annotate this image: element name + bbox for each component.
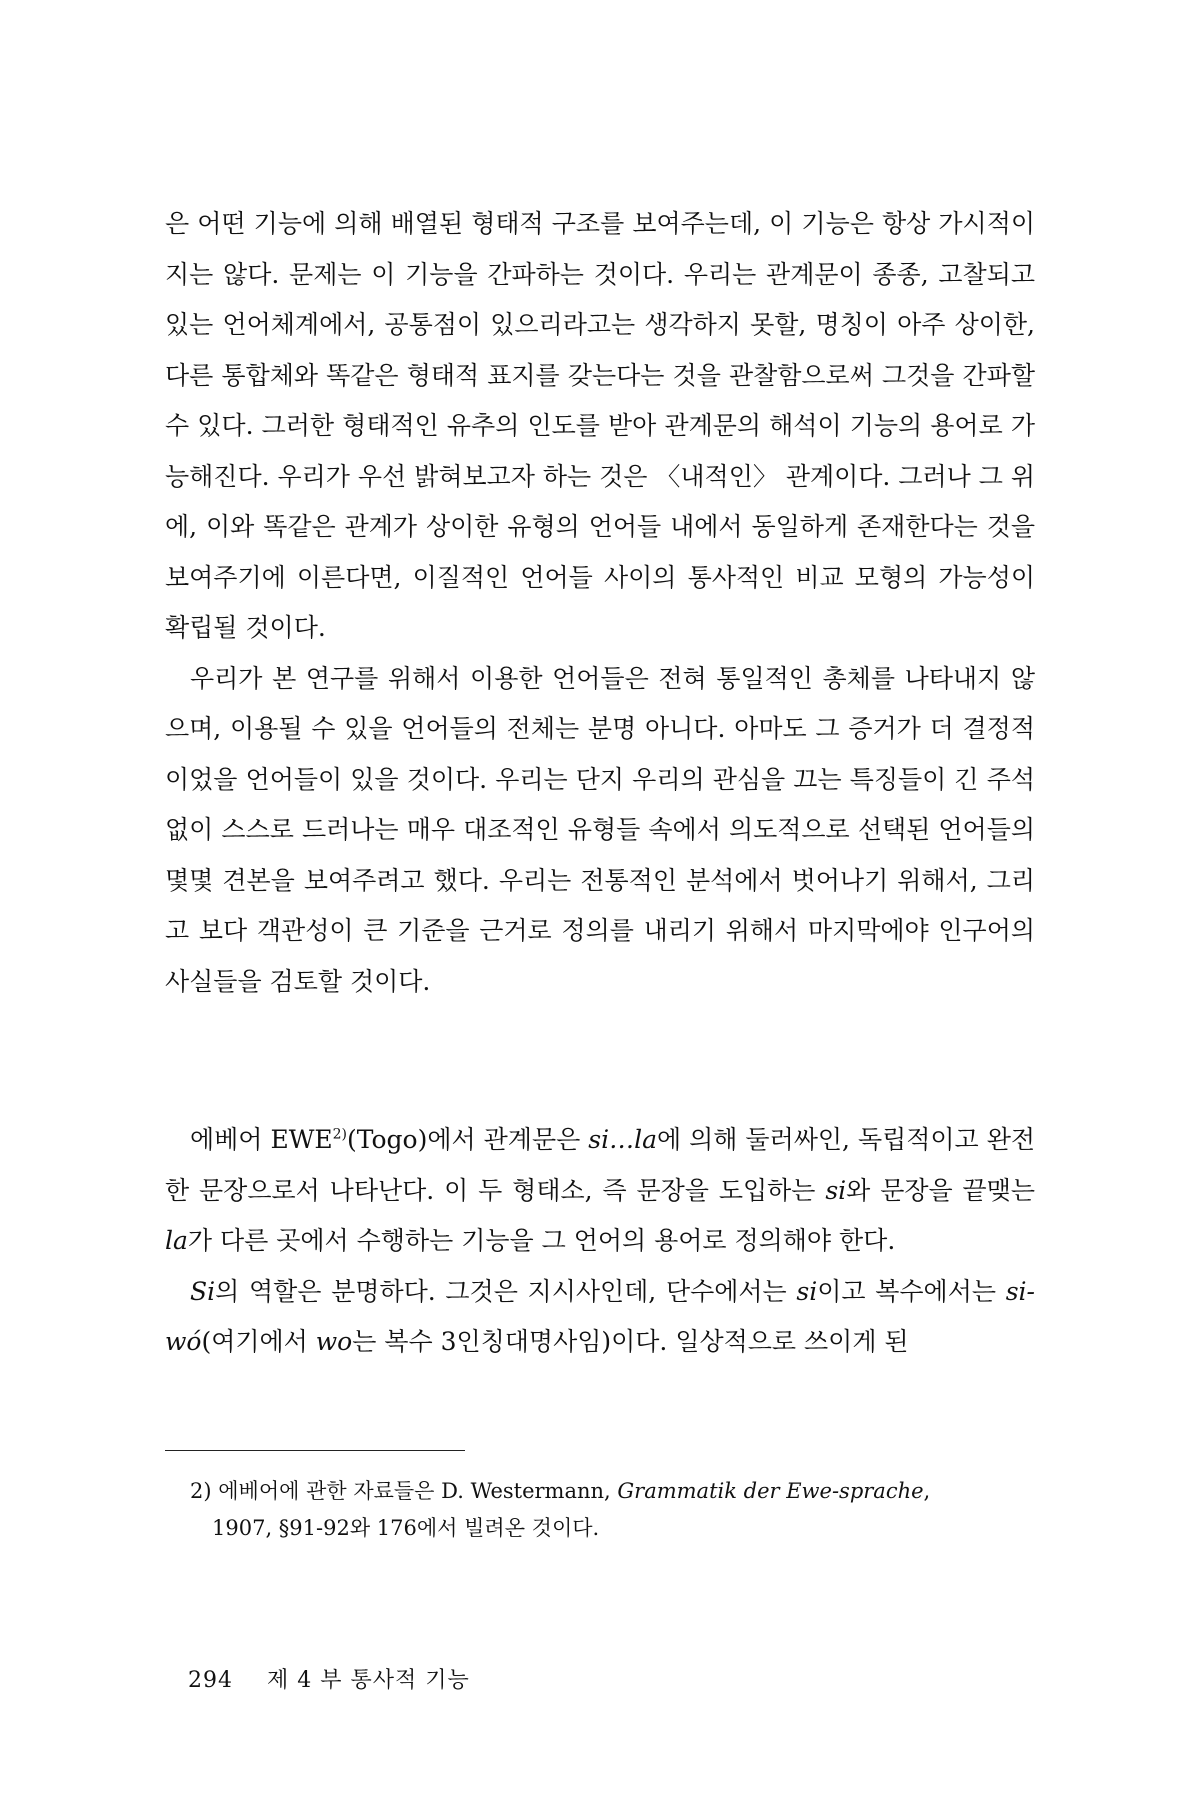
part-title: 제 4 부 통사적 기능 [267,1668,470,1693]
footnote-reference[interactable]: 2) [332,1126,348,1143]
morpheme-wo: wo [315,1327,353,1356]
section-ewe [165,1115,1035,1368]
text-run: 에베어 EWE [190,1125,333,1154]
page-footer [188,1663,470,1694]
morpheme-si-wo: si-wó [165,1276,1035,1356]
text-run: 는 복수 3인칭대명사임)이다. 일상적으로 쓰이게 된 [352,1327,909,1356]
footnote-number: 2) [190,1479,212,1503]
text-run: 이고 복수에서는 [817,1276,1006,1306]
book-title: Grammatik der Ewe-sprache [617,1479,924,1503]
paragraph-continued: 은 어떤 기능에 의해 배열된 형태적 구조를 보여주는데, 이 기능은 항상 가시적이지는 않다. 문제는 이 기능을 간파하는 것이다. 우리는 관계문이 종종, 고찰되고 있는 언어체계에서, 공통점이 있으리라고는 생각하지 못할, 명칭이 아주 상이한, 다른 통합체와 똑같은 형태적 표지를 갖는다는 것을 관찰함으로써 그것을 간파할 수 있다. 그러한 형태적인 유추의 인도를 받아 관계문의 해석이 기능의 용어로 가능해진다. 우리가 우선 밝혀보고자 하는 것은 〈내적인〉 관계이다. 그러나 그 위에, 이와 똑같은 관계가 상이한 유형의 언어들 내에서 동일하게 존재한다는 것을 보여주기에 이른다면, 이질적인 언어들 사이의 통사적인 비교 모형의 가능성이 확립될 것이다. [165,209,1035,642]
section-relative-clause-intro [165,199,1035,1007]
text-run: , [923,1479,931,1503]
paragraph-ewe-relative-clause [165,1115,1035,1267]
morpheme-la: la [165,1226,188,1255]
footnote-line: 1907, §91-92와 176에서 빌려온 것이다. [212,1516,600,1540]
morpheme-si: Si [190,1276,216,1306]
footnote-2 [190,1473,1030,1547]
text-run: (Togo)에서 관계문은 [347,1125,589,1154]
footnote-divider [165,1450,465,1451]
text-run: (여기에서 [201,1327,316,1356]
text-run: 에 의해 둘러싸인, 독립적이고 완전한 문장으로서 나타난다. 이 두 형태소, 즉 문장을 도입하는 [165,1125,1035,1205]
paragraph-si-demonstrative [165,1267,1035,1368]
morpheme-si: si [825,1175,847,1205]
text-run: 와 문장을 끝맺는 [846,1175,1035,1205]
text-run: 가 다른 곳에서 수행하는 기능을 그 언어의 용어로 정의해야 한다. [187,1226,896,1255]
morpheme-si-la: si…la [588,1125,657,1154]
footnote-line [190,1473,1030,1510]
page-number: 294 [188,1668,233,1693]
text-run: 의 역할은 분명하다. 그것은 지시사인데, 단수에서는 [215,1276,797,1306]
morpheme-si: si [796,1276,818,1306]
text-run: 에베어에 관한 자료들은 D. Westermann, [218,1479,618,1503]
paragraph-languages-studied: 우리가 본 연구를 위해서 이용한 언어들은 전혀 통일적인 총체를 나타내지 않으며, 이용될 수 있을 언어들의 전체는 분명 아니다. 아마도 그 증거가 더 결정적이었을 언어들이 있을 것이다. 우리는 단지 우리의 관심을 끄는 특징들이 긴 주석 없이 스스로 드러나는 매우 대조적인 유형들 속에서 의도적으로 선택된 언어들의 몇몇 견본을 보여주려고 했다. 우리는 전통적인 분석에서 벗어나기 위해서, 그리고 보다 객관성이 큰 기준을 근거로 정의를 내리기 위해서 마지막에야 인구어의 사실들을 검토할 것이다. [165,663,1035,996]
